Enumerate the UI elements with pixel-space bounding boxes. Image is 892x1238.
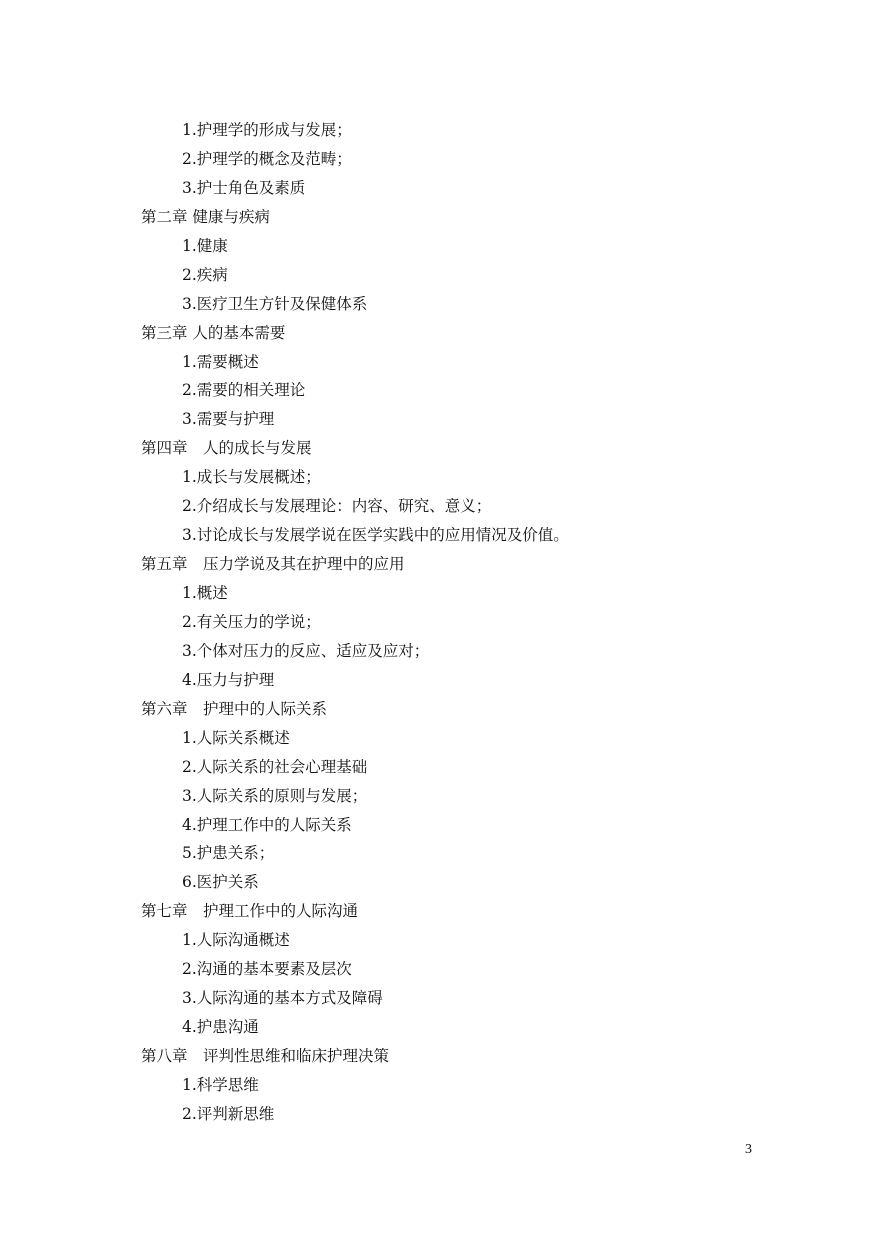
list-item: 1.概述: [182, 584, 228, 602]
list-item: 3.护士角色及素质: [182, 178, 306, 197]
chapter-heading: 第八章 评判性思维和临床护理决策: [141, 1047, 390, 1065]
list-item: 1.需要概述: [182, 352, 259, 371]
page-number: 3: [745, 1142, 752, 1157]
list-item: 2.人际关系的社会心理基础: [182, 757, 368, 776]
list-item: 1.护理学的形成与发展；: [182, 121, 352, 139]
list-item: 3.人际关系的原则与发展；: [182, 786, 368, 805]
list-item: 6.医护关系: [182, 873, 259, 892]
list-item: 3.需要与护理: [182, 410, 275, 429]
chapter-heading: 第四章 人的成长与发展: [141, 439, 312, 458]
list-item: 3.个体对压力的反应、适应及应对；: [182, 641, 430, 660]
chapter-heading: 第三章 人的基本需要: [141, 323, 286, 342]
list-item: 2.护理学的概念及范畴；: [182, 149, 352, 168]
list-item: 2.有关压力的学说；: [182, 612, 321, 631]
list-item: 2.疾病: [182, 265, 228, 284]
chapter-heading: 第五章 压力学说及其在护理中的应用: [141, 555, 405, 574]
list-item: 5.护患关系；: [182, 844, 275, 863]
list-item: 2.需要的相关理论: [182, 381, 306, 400]
list-item: 2.沟通的基本要素及层次: [182, 960, 352, 979]
list-item: 1.科学思维: [182, 1075, 259, 1094]
list-item: 4.护患沟通: [182, 1018, 259, 1037]
list-item: 1.成长与发展概述；: [182, 468, 321, 487]
list-item: 3.讨论成长与发展学说在医学实践中的应用情况及价值。: [182, 526, 569, 545]
chapter-heading: 第二章 健康与疾病: [141, 207, 270, 226]
list-item: 1.人际关系概述: [182, 728, 290, 747]
list-item: 3.人际沟通的基本方式及障碍: [182, 989, 383, 1008]
list-item: 4.压力与护理: [182, 670, 275, 689]
document-body: [0, 116, 892, 1129]
list-item: 2.评判新思维: [182, 1104, 275, 1123]
list-item: 2.介绍成长与发展理论：内容、研究、意义；: [182, 497, 492, 516]
list-item: 1.健康: [182, 236, 228, 255]
list-item: 4.护理工作中的人际关系: [182, 815, 352, 834]
chapter-heading: 第七章 护理工作中的人际沟通: [141, 902, 359, 921]
list-item: 1.人际沟通概述: [182, 931, 290, 950]
list-item: 3.医疗卫生方针及保健体系: [182, 294, 368, 313]
chapter-heading: 第六章 护理中的人际关系: [141, 699, 328, 718]
